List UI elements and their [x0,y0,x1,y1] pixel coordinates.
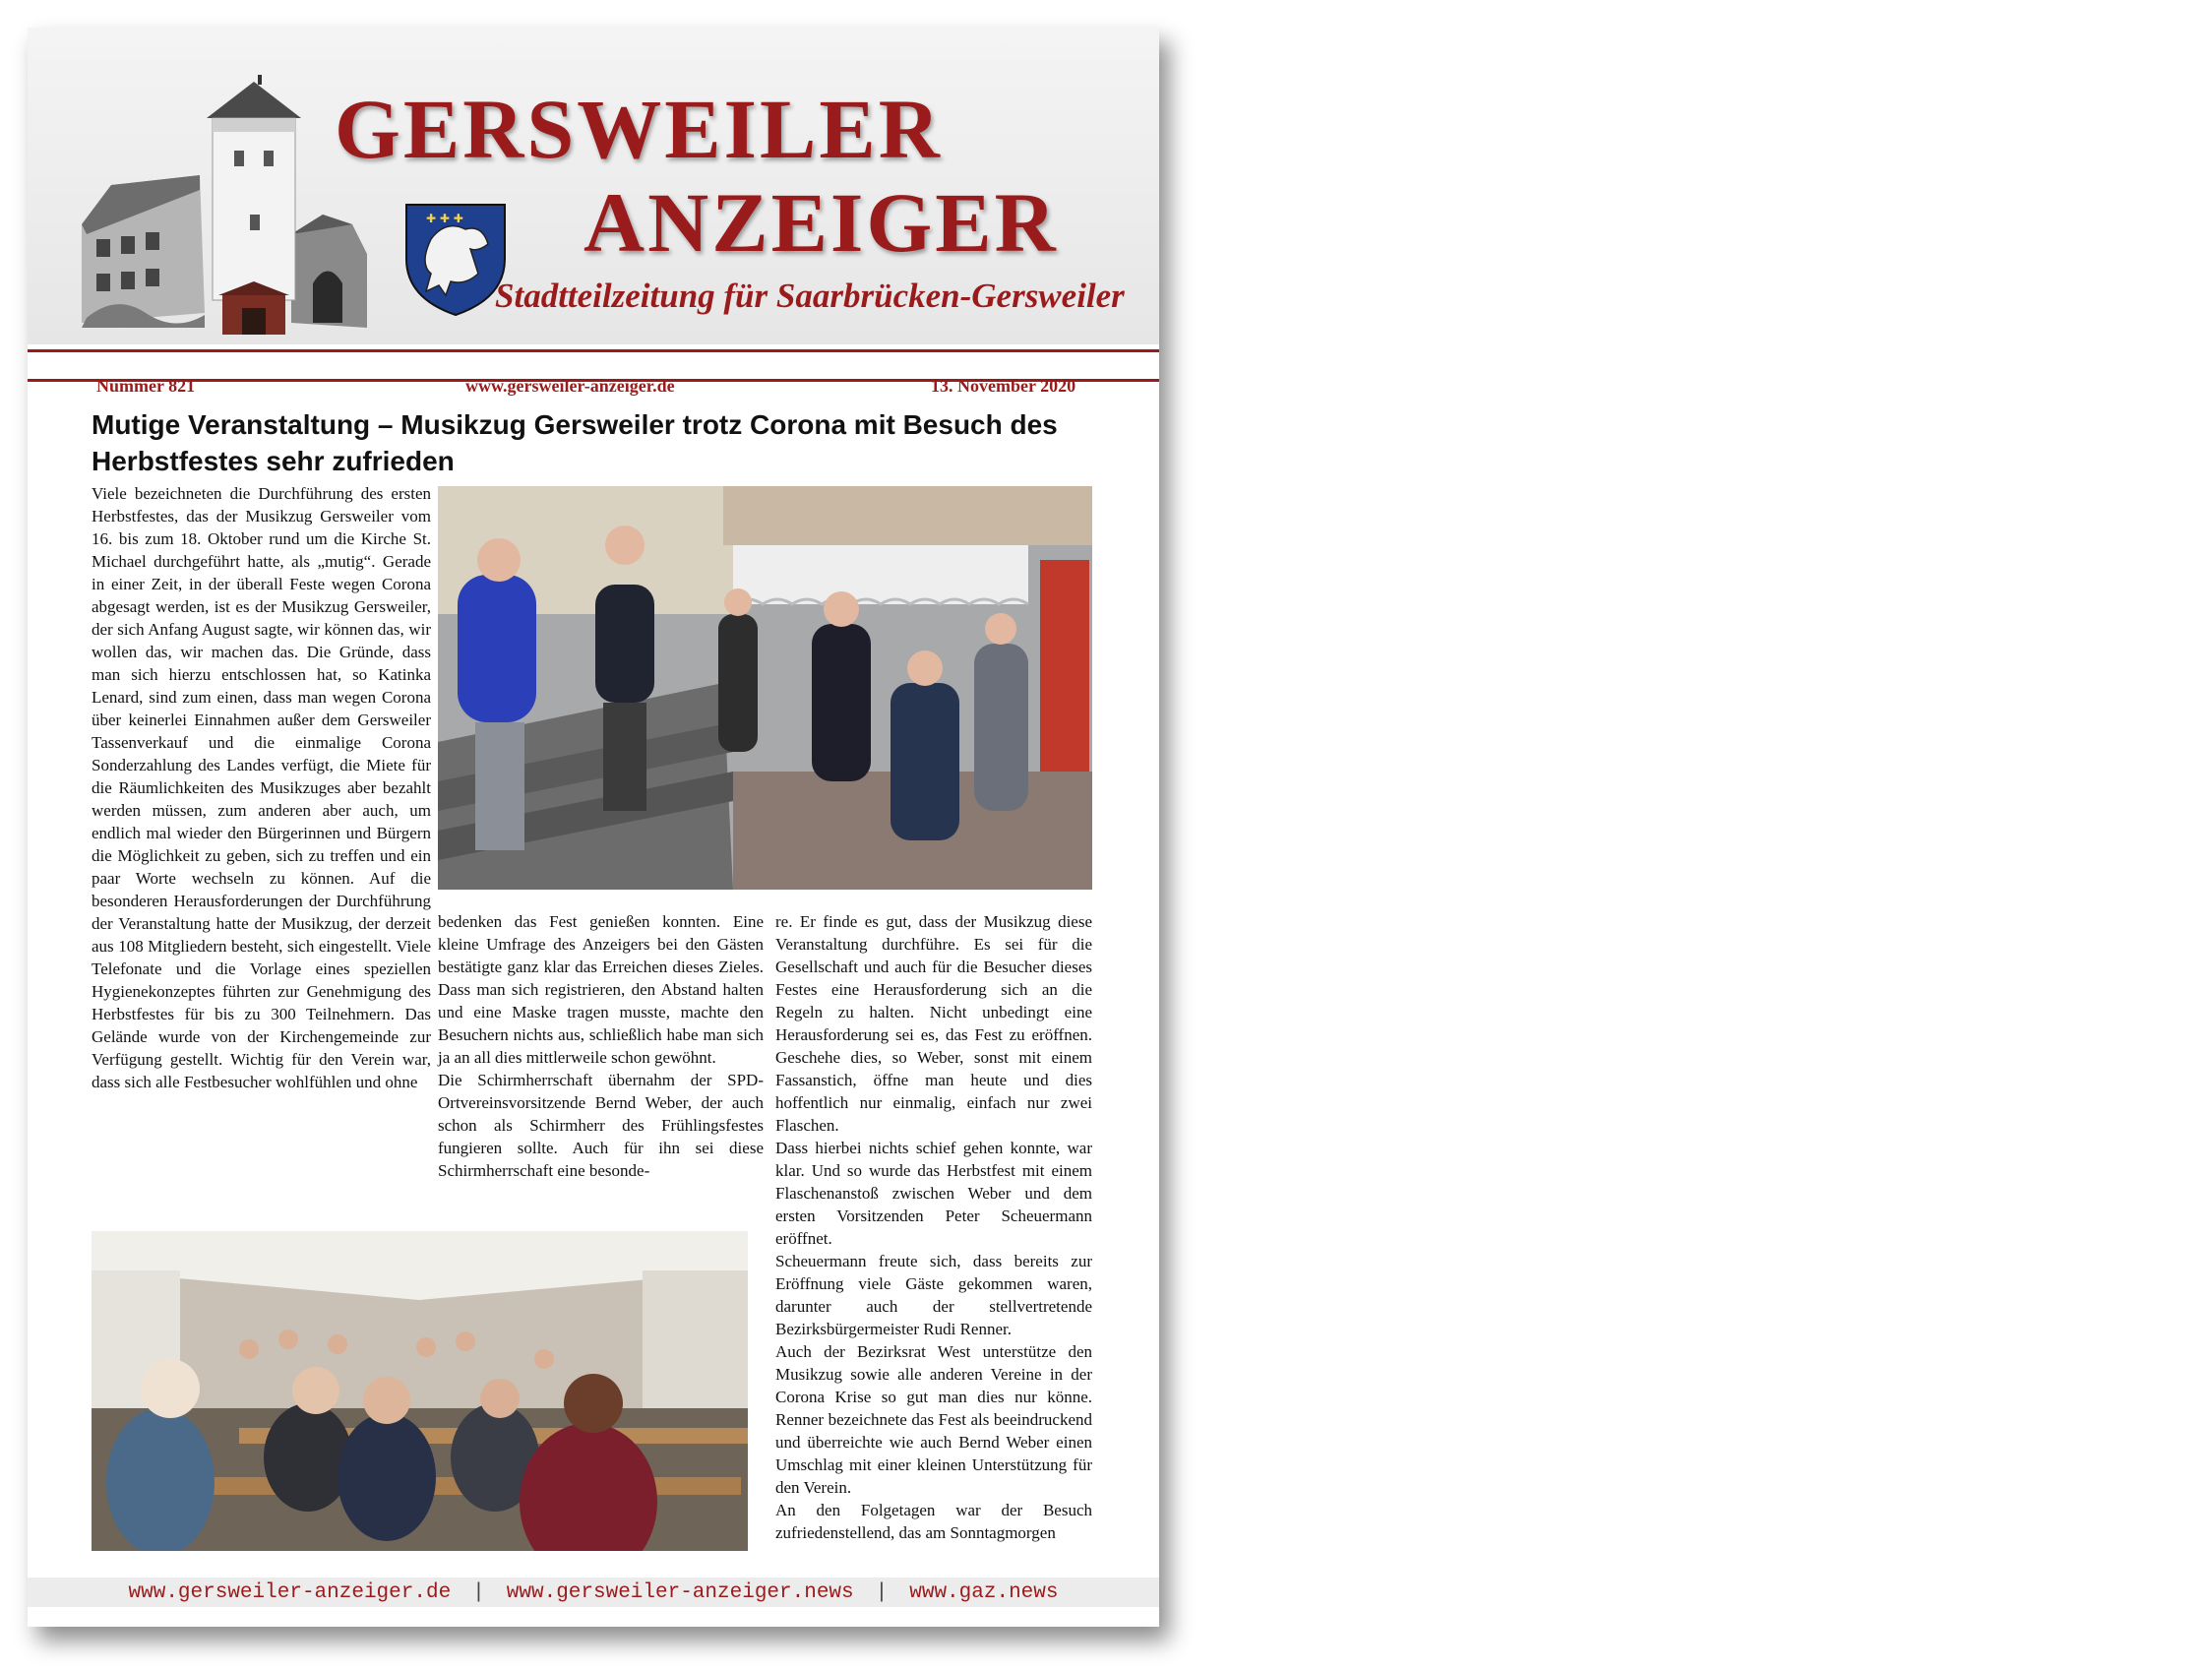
building-illustration [82,175,205,328]
footer-separator: | [472,1580,485,1604]
tower-illustration [207,75,301,335]
article-headline: Mutige Veranstaltung – Musikzug Gersweiler trotz Corona mit Besuch des Herbstfestes sehr zufrieden [92,409,1058,476]
footer-separator: | [875,1580,889,1604]
masthead-title-line1: GERSWEILER [335,82,943,176]
photo-festival-opening-art [438,486,1092,890]
masthead-subtitle: Stadtteilzeitung für Saarbrücken-Gersweiler [495,277,1125,315]
footer-link-2[interactable]: www.gersweiler-anzeiger.news [506,1580,854,1604]
issue-number: Nummer 821 [96,376,196,396]
article-text: Dass hierbei nichts schief gehen konnte, war klar. Und so wurde das Herbstfest mit einem Flaschenanstoß zwischen Weber und dem ersten Vorsitzenden Peter Scheuermann eröffnet. [775,1139,1092,1248]
footer-link-1[interactable]: www.gersweiler-anzeiger.de [128,1580,452,1604]
issue-info-bar [28,344,1159,402]
newspaper-page [28,28,1159,1627]
footer-link-bar [28,1577,1159,1607]
article-column-1 [92,482,431,1093]
coat-of-arms-icon [406,205,505,315]
photo-festival-tent-art [92,1231,748,1551]
article-text: Auch der Bezirksrat West unterstütze den Musikzug sowie alle anderen Vereine in der Corona Krise so gut man dies nur könne. Renner bezeichnete das Fest als beeindruckend und überreichte wie auch Bernd Weber einen Umschlag mit einer kleinen Unterstützung für den Verein. [775,1342,1092,1497]
photo-festival-tent [92,1231,748,1551]
footer-link-3[interactable]: www.gaz.news [909,1580,1059,1604]
article-text: Die Schirmherrschaft übernahm der SPD-Ortvereinsvorsitzende Bernd Weber, der auch schon als Schirmherr des Frühlingsfestes fungieren sollte. Auch für ihn sei diese Schirmherrschaft eine besonde- [438,1071,764,1180]
article-text: An den Folgetagen war der Besuch zufriedenstellend, das am Sonntagmorgen [775,1501,1092,1542]
svg-text:✚ ✚ ✚: ✚ ✚ ✚ [426,212,463,225]
article-column-3 [775,910,1092,1544]
issue-date: 13. November 2020 [931,376,1076,396]
photo-festival-opening [438,486,1092,890]
ruin-illustration [291,215,367,328]
article-text: re. Er finde es gut, dass der Musikzug diese Veranstaltung durchführe. Es sei für die Gesellschaft und auch für die Besucher dieses Festes eine Herausforderung sich an die Regeln zu halten. Nicht unbedingt eine Herausforderung sei es, das Fest zu eröffnen. Geschehe dies, so Weber, sonst mit einem Fassanstich, öffne man heute und dies hoffentlich nur einmalig, einfach nur zwei Flaschen. [775,912,1092,1135]
masthead [28,28,1159,344]
header-website-link[interactable]: www.gersweiler-anzeiger.de [465,376,675,396]
masthead-title-line2: ANZEIGER [584,175,1059,270]
article-text: Viele bezeichneten die Durchführung des ersten Herbstfestes, das der Musikzug Gersweiler vom 16. bis zum 18. Oktober rund um die Kirche St. Michael durchgeführt hatte, als „mutig“. Gerade in einer Zeit, in der überall Feste wegen Corona abgesagt werden, ist es der Musikzug Gersweiler, der sich Anfang August sagte, wir können das, wir wollen das, wir machen das. Die Gründe, dass man sich hierzu entschlossen hat, so Katinka Lenard, sind zum einen, dass man wegen Corona über keinerlei Einnahmen außer dem Gersweiler Tassenverkauf und die einmalige Corona Sonderzahlung des Landes verfügt, die Miete für die Räumlichkeiten des Musikzuges aber bezahlt werden müssen, zum anderen aber auch, um endlich mal wieder den Bürgerinnen und Bürgern die Möglichkeit zu geben, sich zu treffen und ein paar Worte wechseln zu können. Auf die besonderen Herausforderungen der Durchführung der Veranstaltung hatte der Musikzug, der derzeit aus 108 Mitgliedern besteht, sich eingestellt. Viele Telefonate und die Vorlage eines speziellen Hygienekonzeptes führten zur Genehmigung des Herbstfestes für bis zu 300 Teilnehmern. Das Gelände wurde von der Kirchengemeinde zur Verfügung gestellt. Wichtig für den Verein war, dass sich alle Festbesucher wohlfühlen und ohne [92,484,431,1091]
article-column-2 [438,910,764,1182]
article-text: Scheuermann freute sich, dass bereits zur Eröffnung viele Gäste gekommen waren, darunter auch der stellvertretende Bezirksbürgermeister Rudi Renner. [775,1252,1092,1338]
article-text: bedenken das Fest genießen konnten. Eine kleine Umfrage des Anzeigers bei den Gästen bestätigte ganz klar das Erreichen dieses Zieles. Dass man sich registrieren, den Abstand halten und eine Maske tragen musste, machte den Besuchern nichts aus, schließlich habe man sich ja an all dies mittlerweile schon gewöhnt. [438,912,764,1067]
